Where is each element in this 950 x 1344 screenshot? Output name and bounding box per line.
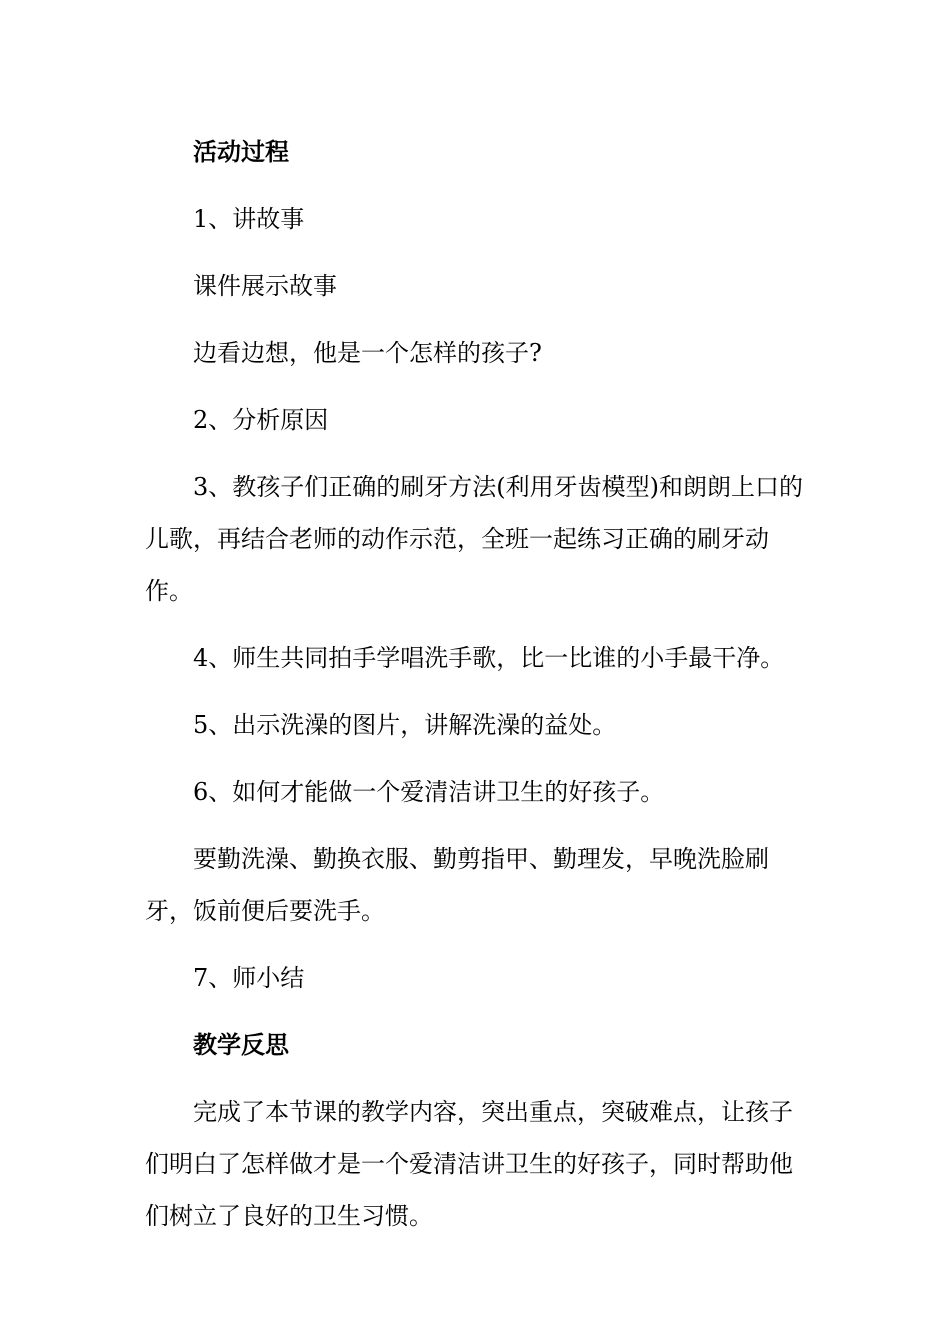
- step-3-brushing: 3、教孩子们正确的刷牙方法(利用牙齿模型)和朗朗上口的儿歌，再结合老师的动作示范，全班一起练习正确的刷牙动作。: [145, 473, 803, 605]
- step-1-story: 1、讲故事: [193, 205, 305, 233]
- step-6-good-child: 6、如何才能做一个爱清洁讲卫生的好孩子。: [193, 778, 665, 806]
- hygiene-habits: 要勤洗澡、勤换衣服、勤剪指甲、勤理发，早晚洗脸刷牙，饭前便后要洗手。: [145, 845, 769, 925]
- step-5-bathing: 5、出示洗澡的图片，讲解洗澡的益处。: [193, 711, 617, 739]
- heading-teaching-reflection: 教学反思: [193, 1030, 289, 1059]
- step-2-analysis: 2、分析原因: [193, 406, 329, 434]
- document-body: [145, 126, 805, 1257]
- step-4-handwashing-song: 4、师生共同拍手学唱洗手歌，比一比谁的小手最干净。: [193, 644, 785, 672]
- courseware-story: 课件展示故事: [193, 272, 337, 300]
- heading-activity-process: 活动过程: [193, 137, 289, 166]
- guiding-question: 边看边想，他是一个怎样的孩子?: [193, 339, 542, 367]
- step-7-summary: 7、师小结: [193, 964, 305, 992]
- reflection-text: 完成了本节课的教学内容，突出重点，突破难点，让孩子们明白了怎样做才是一个爱清洁讲卫生的好孩子，同时帮助他们树立了良好的卫生习惯。: [145, 1098, 793, 1230]
